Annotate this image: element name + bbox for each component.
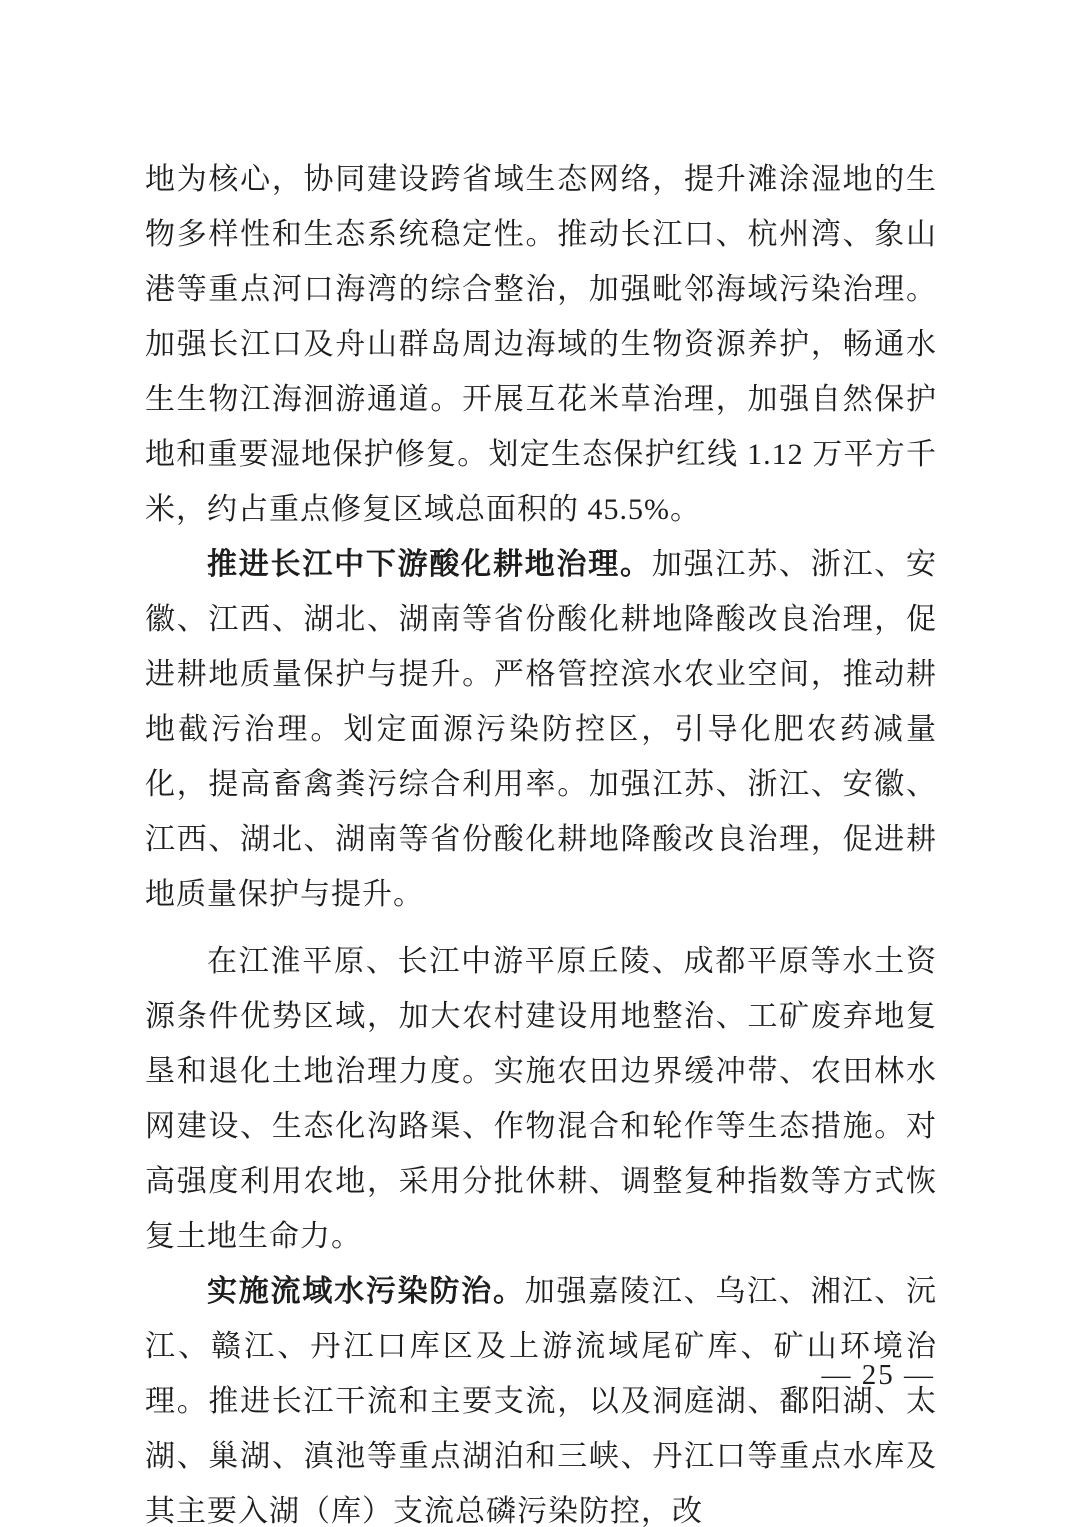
page-number: — 25 — [821, 1359, 935, 1391]
paragraph-bold-lead: 推进长江中下游酸化耕地治理。 [207, 548, 652, 581]
para-coastal-wetland-protection [145, 152, 937, 537]
paragraph-text: 加强嘉陵江、乌江、湘江、沅江、赣江、丹江口库区及上游流域尾矿库、矿山环境治理。推进长江干流和主要支流，以及洞庭湖、鄱阳湖、太湖、巢湖、滇池等重点湖泊和三峡、丹江口等重点水库及其主要入湖（库）支流总磷污染防控，改 [145, 1275, 938, 1527]
paragraph-text: 地为核心，协同建设跨省域生态网络，提升滩涂湿地的生物多样性和生态系统稳定性。推动长江口、杭州湾、象山港等重点河口海湾的综合整治，加强毗邻海域污染治理。加强长江口及舟山群岛周边海域的生物资源养护，畅通水生生物江海洄游通道。开展互花米草治理，加强自然保护地和重要湿地保护修复。划定生态保护红线 1.12 万平方千米，约占重点修复区域总面积的 45.5%。 [145, 163, 937, 526]
paragraph-text: 在江淮平原、长江中游平原丘陵、成都平原等水土资源条件优势区域，加大农村建设用地整治、工矿废弃地复垦和退化土地治理力度。实施农田边界缓冲带、农田林水网建设、生态化沟路渠、作物混合和轮作等生态措施。对高强度利用农地，采用分批休耕、调整复种指数等方式恢复土地生命力。 [145, 945, 937, 1253]
paragraph-bold-lead: 实施流域水污染防治。 [207, 1275, 525, 1308]
para-land-consolidation [145, 934, 937, 1264]
document-body [145, 152, 937, 1527]
para-acidified-farmland-treatment [145, 537, 937, 922]
paragraph-text: 加强江苏、浙江、安徽、江西、湖北、湖南等省份酸化耕地降酸改良治理，促进耕地质量保护与提升。严格管控滨水农业空间，推动耕地截污治理。划定面源污染防控区，引导化肥农药减量化，提高畜禽粪污综合利用率。加强江苏、浙江、安徽、江西、湖北、湖南等省份酸化耕地降酸改良治理，促进耕地质量保护与提升。 [145, 548, 938, 911]
para-watershed-water-pollution [145, 1264, 937, 1527]
